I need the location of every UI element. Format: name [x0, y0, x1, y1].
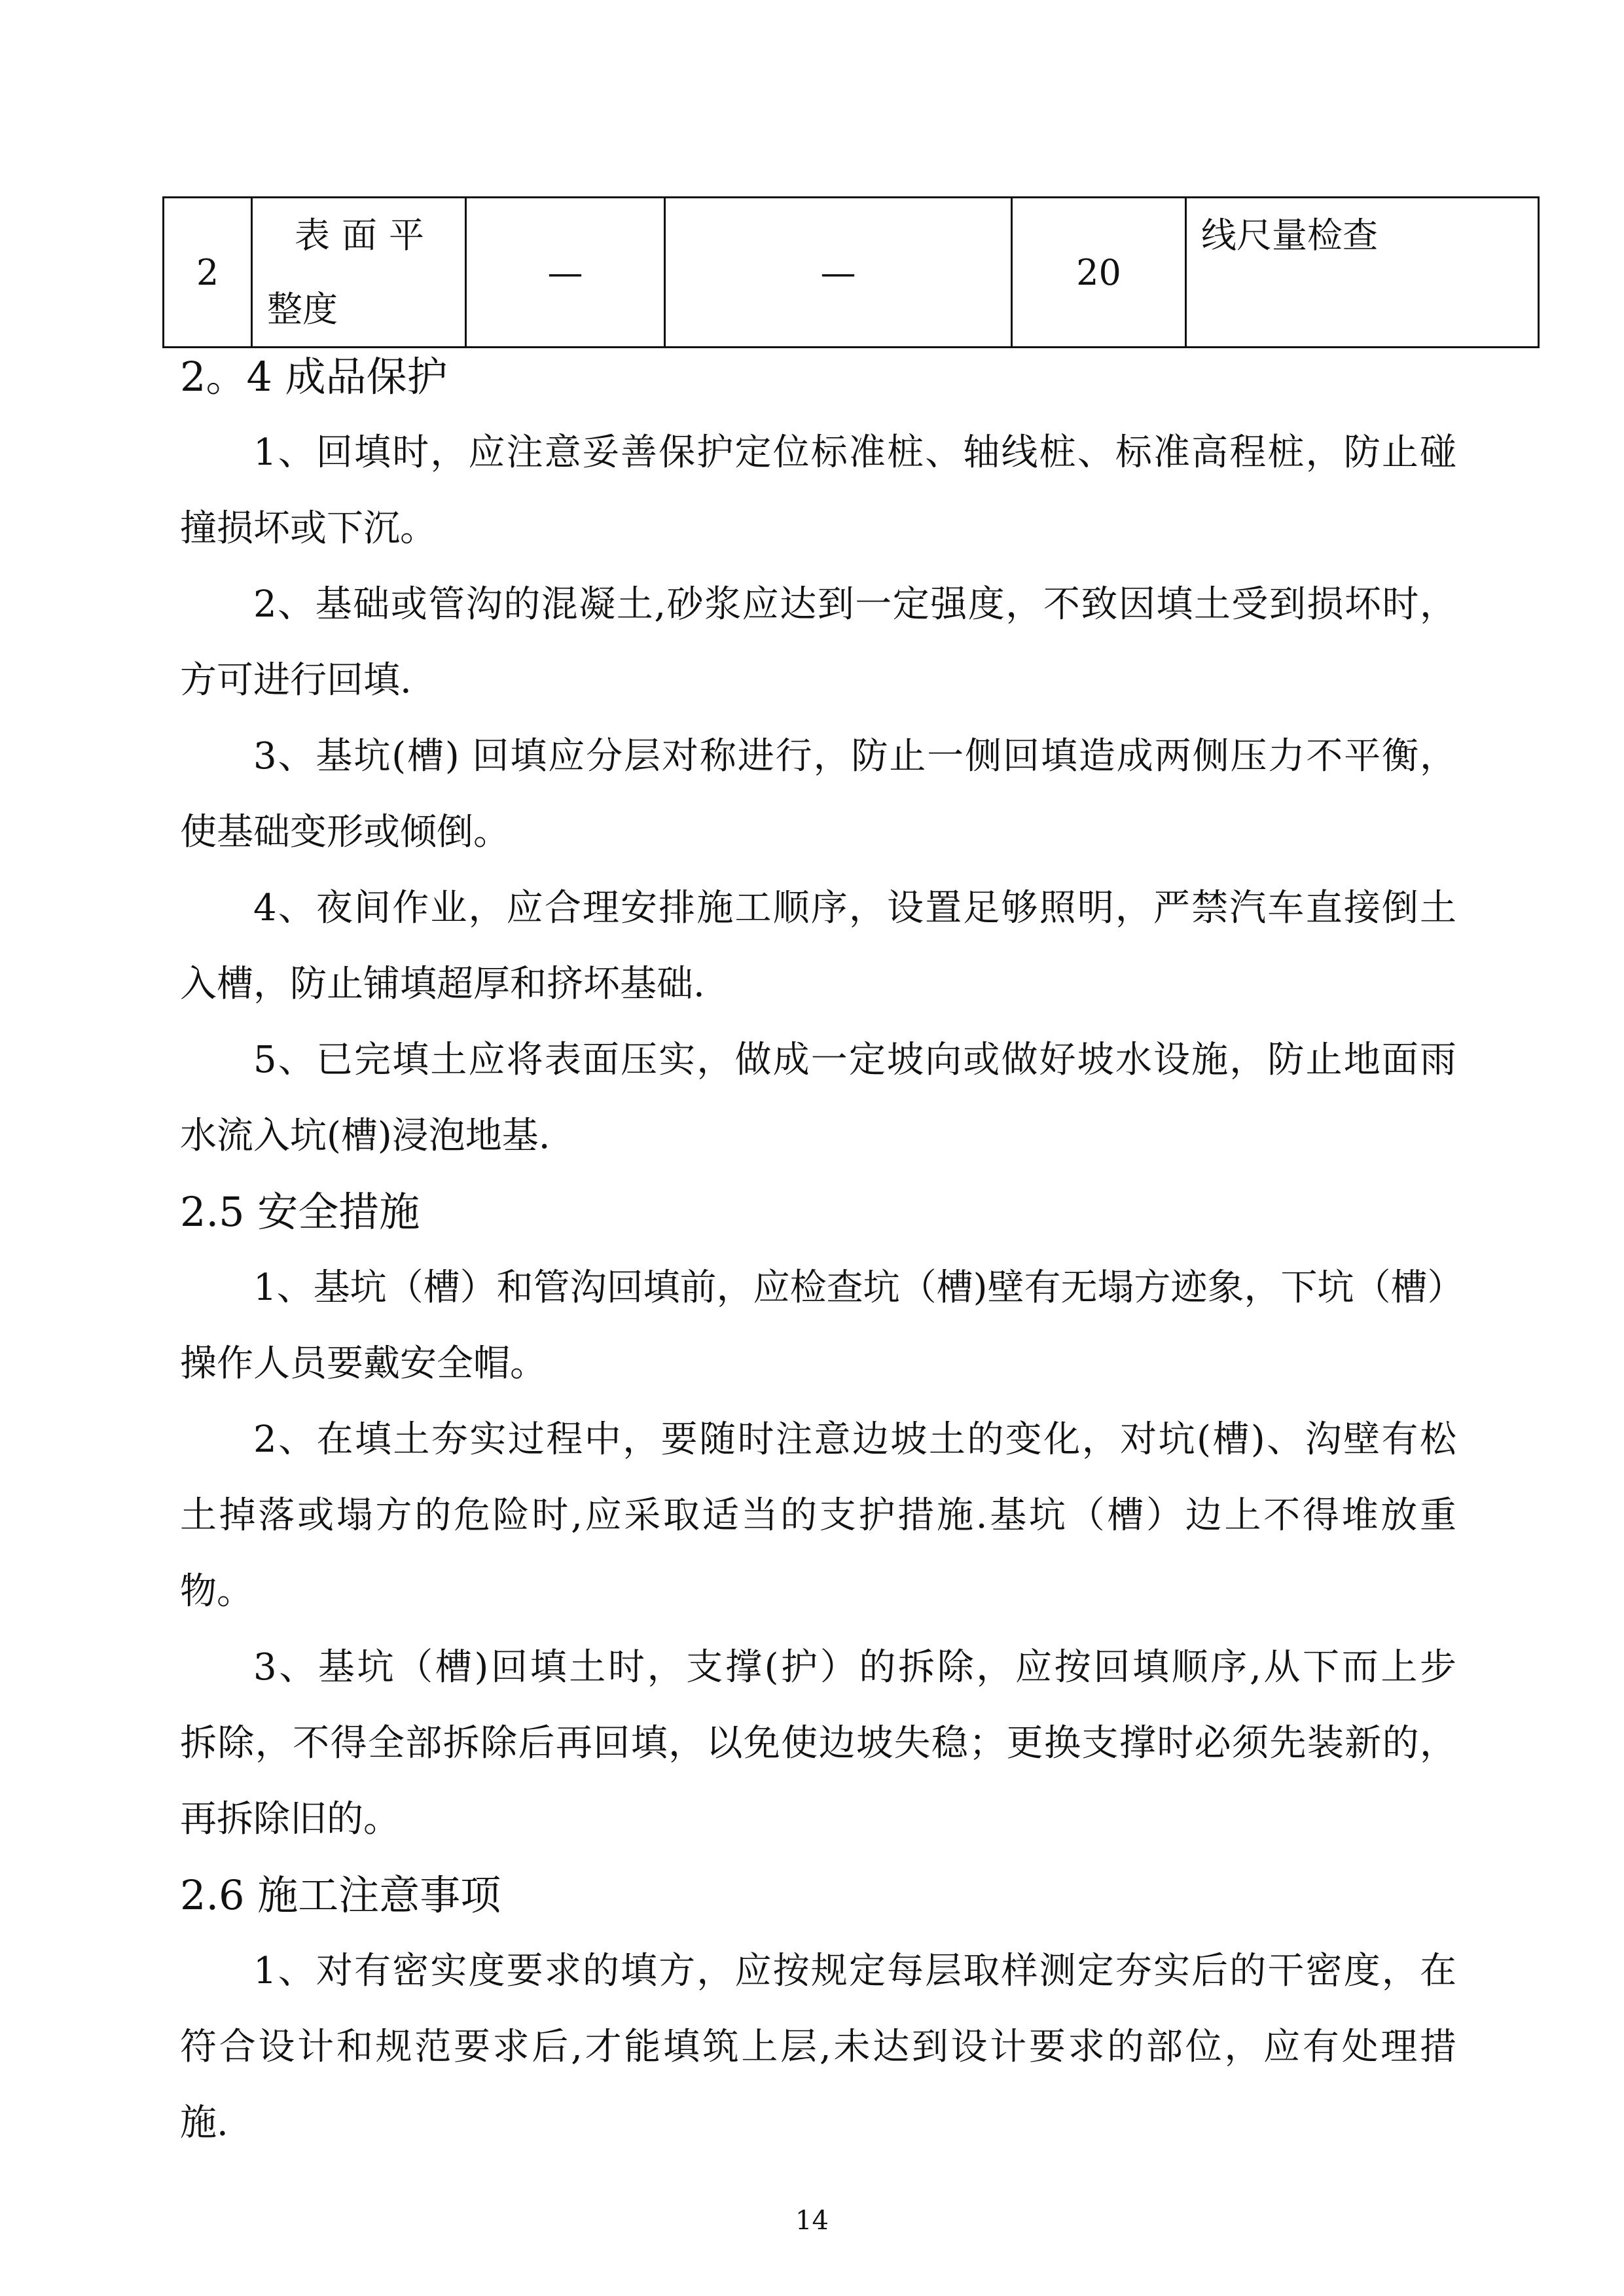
- text-line: 1、回填时，应注意妥善保护定位标准桩、轴线桩、标准高程桩，防止碰: [253, 431, 1456, 474]
- paragraph: [180, 870, 1456, 1022]
- paragraph: [180, 1933, 1456, 2161]
- page-number: 14: [795, 2206, 829, 2236]
- inspection-method: 线尺量检查: [1186, 198, 1539, 348]
- text-line: 符合设计和规范要求后,才能填筑上层,未达到设计要求的部位，应有处理措: [180, 2026, 1456, 2068]
- text-line: 1、基坑（槽）和管沟回填前，应检查坑（槽)壁有无塌方迹象，下坑（槽）: [253, 1266, 1464, 1309]
- text-line: 再拆除旧的。: [180, 1798, 400, 1840]
- cell-col-a: —: [466, 198, 665, 348]
- text-line: 土掉落或塌方的危险时,应采取适当的支护措施.基坑（槽）边上不得堆放重: [180, 1494, 1456, 1537]
- cell-col-b: —: [665, 198, 1012, 348]
- row-number: 2: [164, 198, 252, 348]
- text-line: 4、夜间作业，应合理安排施工顺序，设置足够照明，严禁汽车直接倒土: [253, 887, 1456, 929]
- text-line: 1、对有密实度要求的填方，应按规定每层取样测定夯实后的干密度，在: [253, 1950, 1456, 1992]
- text-line: 使基础变形或倾倒。: [180, 811, 510, 853]
- paragraph: [180, 1022, 1456, 1174]
- text-line: 3、基坑(槽) 回填应分层对称进行，防止一侧回填造成两侧压力不平衡，: [253, 735, 1456, 778]
- text-line: 水流入坑(槽)浸泡地基.: [180, 1115, 550, 1157]
- table-row: [164, 198, 1539, 348]
- text-line: 操作人员要戴安全帽。: [180, 1342, 547, 1385]
- paragraph: [180, 567, 1456, 719]
- item-name: [252, 198, 466, 348]
- inspection-table: [162, 196, 1540, 348]
- text-line: 撞损坏或下沉。: [180, 507, 437, 550]
- text-line: 2、在填土夯实过程中，要随时注意边坡土的变化，对坑(槽)、沟壁有松: [253, 1418, 1456, 1461]
- document-body: [180, 339, 1464, 2161]
- paragraph: [180, 719, 1456, 870]
- text-line: 物。: [180, 1570, 253, 1613]
- text-line: 5、已完填土应将表面压实，做成一定坡向或做好坡水设施，防止地面雨: [253, 1039, 1456, 1081]
- text-line: 2、基础或管沟的混凝土,砂浆应达到一定强度，不致因填土受到损坏时，: [253, 583, 1456, 626]
- text-line: 3、基坑（槽)回填土时，支撑(护）的拆除，应按回填顺序,从下而上步: [253, 1646, 1456, 1689]
- paragraph: [180, 1250, 1464, 1402]
- allowed-deviation: 20: [1012, 198, 1186, 348]
- text-line: 施.: [180, 2102, 228, 2144]
- item-name-line2: 整度: [267, 289, 338, 330]
- text-line: 方可进行回填.: [180, 659, 412, 702]
- paragraph: [180, 1402, 1456, 1630]
- section-heading: 2.6 施工注意事项: [180, 1871, 501, 1919]
- text-line: 拆除，不得全部拆除后再回填，以免使边坡失稳；更换支撑时必须先装新的，: [180, 1722, 1456, 1765]
- item-name-line1: 表面平: [295, 215, 436, 256]
- section-heading: 2。4 成品保护: [180, 353, 448, 401]
- text-line: 入槽，防止铺填超厚和挤坏基础.: [180, 963, 705, 1005]
- paragraph: [180, 1630, 1456, 1857]
- paragraph: [180, 415, 1456, 567]
- section-heading: 2.5 安全措施: [180, 1188, 420, 1236]
